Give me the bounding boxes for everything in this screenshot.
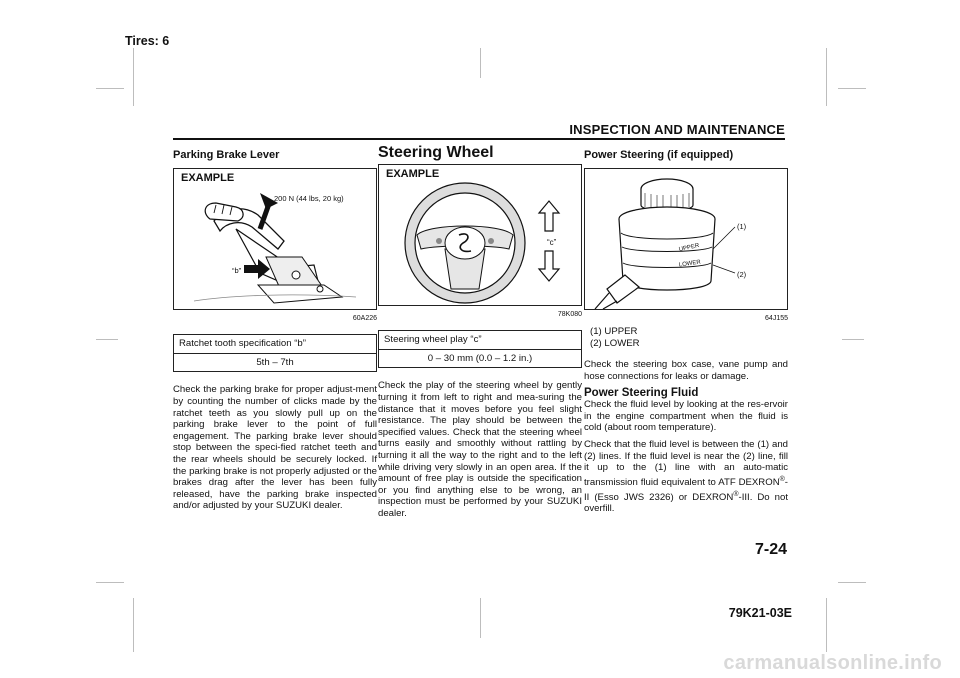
text-segment: -II (Esso JWS 2326) or DEXRON <box>584 476 788 503</box>
body-text: Check the parking brake for proper adjust-ment by counting the number of clicks made by the ratchet teeth as you slowly pull up on the parking brake lever to the point of full engagement. The parking brake lever should stop between the speci-fied ratchet teeth and the rear wheels should be securely locked. If the parking brake is not properly adjusted or the brakes drag after the lever has been fully released, have the parking brake inspected and/or adjusted by your SUZUKI dealer. <box>173 384 377 512</box>
body-text-fluid-level <box>584 439 788 515</box>
spec-table-steering <box>378 330 582 368</box>
text-segment: -III. Do not overfill. <box>584 491 788 515</box>
crop-mark <box>133 48 134 106</box>
body-text: Check the steering box case, vane pump and hose connections for leaks or damage. <box>584 359 788 382</box>
figure-code: 64J155 <box>765 314 788 322</box>
figure-example-label: EXAMPLE <box>181 171 235 184</box>
column-parking-brake <box>173 146 377 517</box>
registered-mark: ® <box>733 490 739 498</box>
legend-item: (1) UPPER <box>590 326 638 338</box>
heading-power-steering: Power Steering (if equipped) <box>584 149 734 161</box>
spec-value: 0 – 30 mm (0.0 – 1.2 in.) <box>427 352 533 364</box>
spec-table-ratchet <box>173 334 377 372</box>
parking-brake-illustration <box>174 169 376 309</box>
heading-parking-brake: Parking Brake Lever <box>173 149 280 161</box>
figure-legend <box>590 326 788 349</box>
registered-mark: ® <box>779 475 785 483</box>
figure-example-label: EXAMPLE <box>386 167 440 180</box>
spec-label: Ratchet tooth specification “b” <box>174 335 376 354</box>
figure-steering-wheel <box>378 164 582 306</box>
reservoir-illustration <box>585 169 787 309</box>
callout-2: (2) <box>737 269 747 279</box>
crop-mark <box>838 88 866 89</box>
watermark: carmanualsonline.info <box>723 652 942 674</box>
spec-value: 5th – 7th <box>256 356 294 368</box>
b-callout: “b” <box>232 265 242 275</box>
legend-item: (2) LOWER <box>590 337 640 349</box>
header-rule <box>173 138 785 140</box>
steering-wheel-illustration <box>379 165 581 305</box>
header-label: Tires: 6 <box>125 34 170 48</box>
text-segment: Check that the fluid level is between the (1) and (2) lines. If the fluid level is near the (2) line, fill it up to the (1) line with an auto-matic transmission fluid equivalent to ATF DEXRON <box>584 438 788 488</box>
figure-parking-brake <box>173 168 377 310</box>
force-label: 200 N (44 lbs, 20 kg) <box>274 193 344 203</box>
spec-label: Steering wheel play “c” <box>379 331 581 350</box>
callout-1: (1) <box>737 221 747 231</box>
subheading-fluid: Power Steering Fluid <box>584 386 699 399</box>
crop-mark <box>96 88 124 89</box>
upper-mark: UPPER <box>678 242 700 253</box>
crop-mark <box>480 48 481 78</box>
figure-code: 60A226 <box>352 314 377 322</box>
figure-code: 78K080 <box>557 310 582 318</box>
column-steering-wheel <box>378 146 582 525</box>
crop-mark <box>480 598 481 638</box>
section-title: INSPECTION AND MAINTENANCE <box>569 122 785 137</box>
column-power-steering <box>584 146 788 520</box>
crop-mark <box>96 339 118 340</box>
document-code: 79K21-03E <box>728 606 792 620</box>
c-callout: “c” <box>547 237 557 247</box>
crop-mark <box>838 582 866 583</box>
crop-mark <box>842 339 864 340</box>
crop-mark <box>826 48 827 106</box>
heading-steering-wheel: Steering Wheel <box>378 144 494 161</box>
crop-mark <box>826 598 827 652</box>
page-number: 7-24 <box>754 541 787 558</box>
body-text: Check the fluid level by looking at the res-ervoir in the engine compartment when the fluid is cold (about room temperature). <box>584 399 788 434</box>
lower-mark: LOWER <box>678 259 702 269</box>
crop-mark <box>96 582 124 583</box>
figure-power-steering <box>584 168 788 310</box>
body-text: Check the play of the steering wheel by gently turning it from left to right and mea-suring the distance that it moves before you feel slight resistance. The play should be between the specified values. Check that the steering wheel turns easily and smoothly without rattling by turning it all the way to the right and to the left while driving very slowly in an open area. If the amount of free play is outside the specification or you find anything else to be wrong, an inspection must be performed by your SUZUKI dealer. <box>378 380 582 519</box>
crop-mark <box>133 598 134 652</box>
